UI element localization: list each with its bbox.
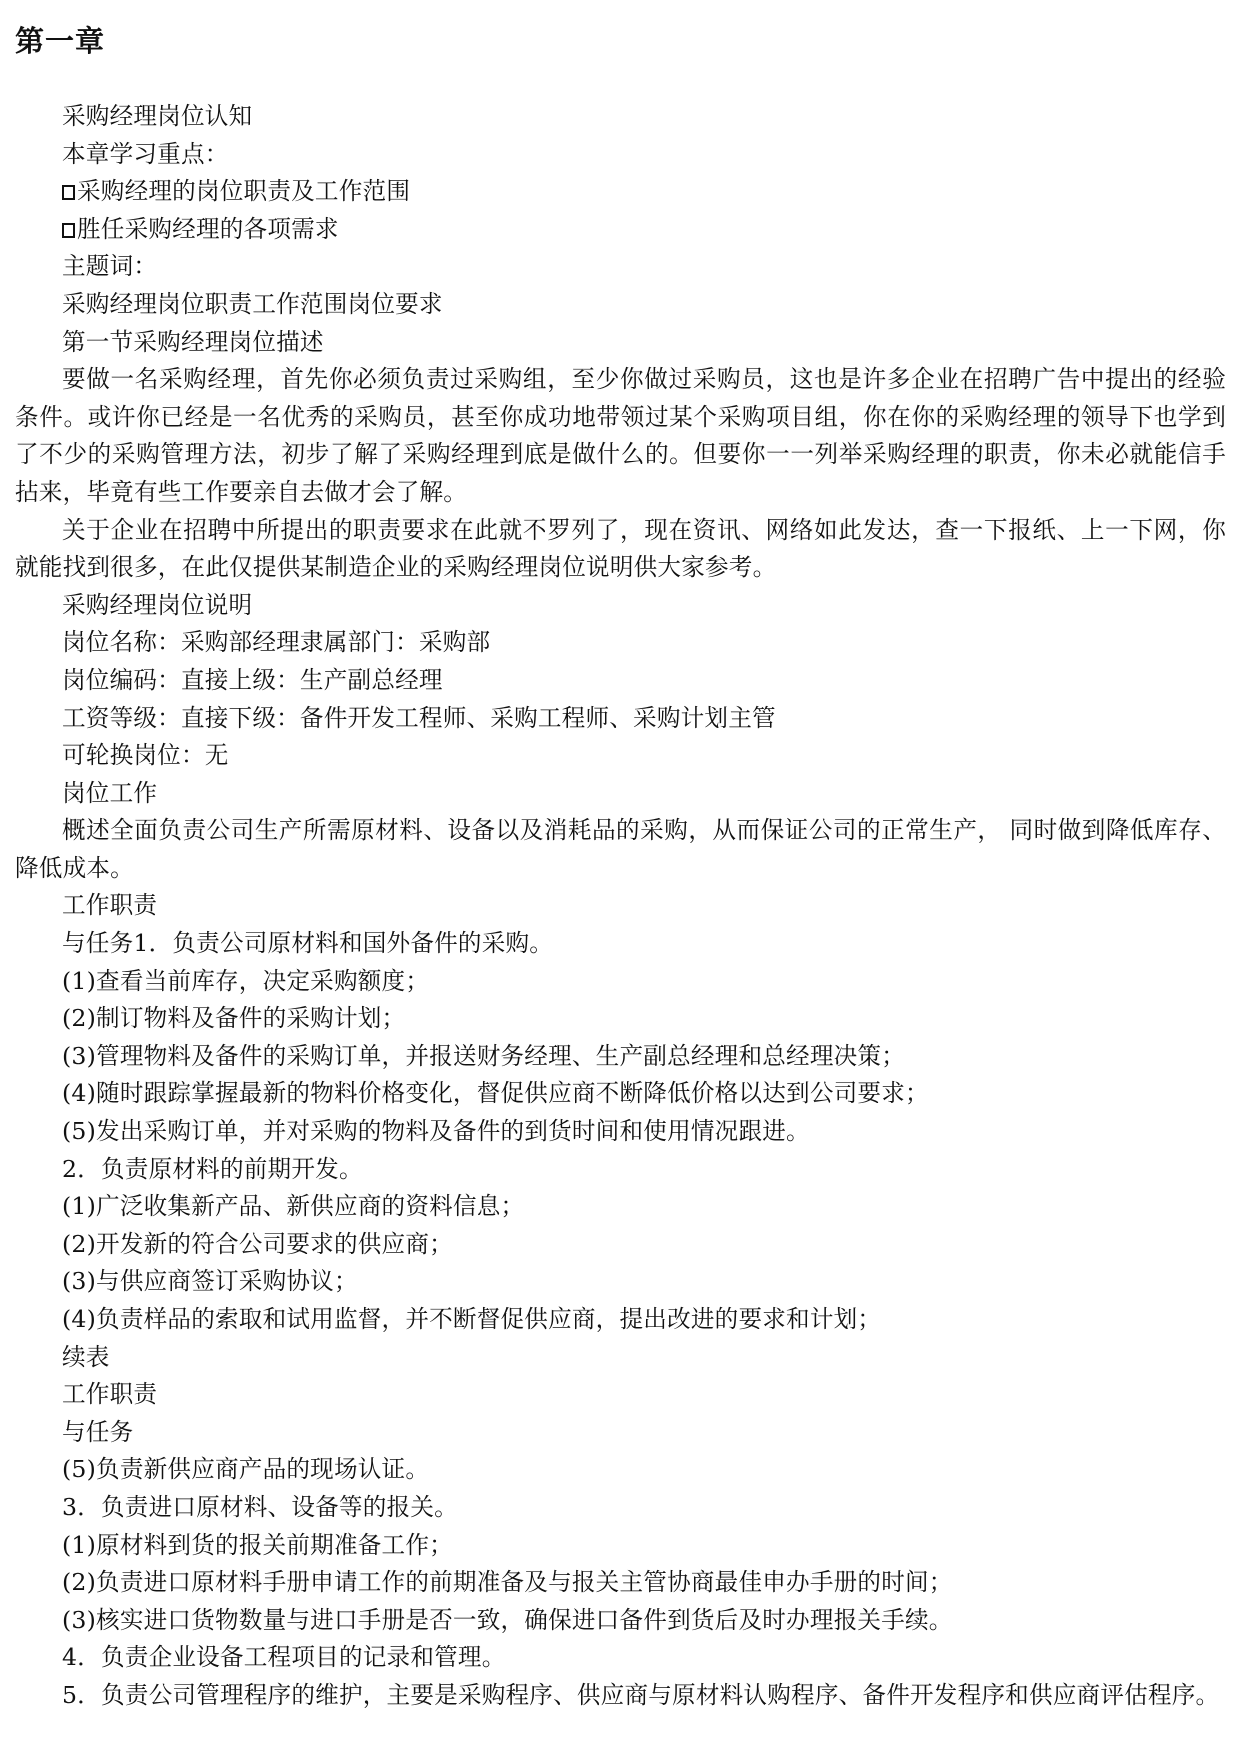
bullet-item	[15, 173, 1226, 211]
document-body	[15, 98, 1226, 1715]
checkbox-bullet-icon	[62, 185, 75, 200]
paragraph: (1)广泛收集新产品、新供应商的资料信息；	[62, 1192, 525, 1221]
paragraph: 岗位编码：直接上级：生产副总经理	[62, 665, 443, 694]
paragraph: 5．负责公司管理程序的维护，主要是采购程序、供应商与原材料认购程序、备件开发程序和供应商评估程序。	[62, 1680, 1220, 1709]
paragraph: 与任务	[62, 1417, 134, 1446]
paragraph: 采购经理岗位认知	[62, 102, 253, 130]
paragraph: (1)原材料到货的报关前期准备工作；	[62, 1530, 453, 1559]
paragraph: 工资等级：直接下级：备件开发工程师、采购工程师、采购计划主管	[62, 703, 776, 732]
paragraph: 工作职责	[62, 1380, 158, 1409]
paragraph: 采购经理岗位说明	[62, 590, 253, 619]
paragraph: 采购经理岗位职责工作范围岗位要求	[62, 289, 443, 318]
paragraph: (4)负责样品的索取和试用监督，并不断督促供应商，提出改进的要求和计划；	[62, 1305, 882, 1333]
paragraph: (3)与供应商签订采购协议；	[62, 1267, 358, 1296]
paragraph: (3)管理物料及备件的采购订单，并报送财务经理、生产副总经理和总经理决策；	[62, 1041, 906, 1070]
paragraph: 4．负责企业设备工程项目的记录和管理。	[62, 1643, 506, 1672]
chapter-title: 第一章	[15, 24, 106, 58]
paragraph: 要做一名采购经理，首先你必须负责过采购组，至少你做过采购员，这也是许多企业在招聘广告中提出的经验条件。或许你已经是一名优秀的采购员，甚至你成功地带领过某个采购项目组，你在你的采购经理的领导下也学到了不少的采购管理方法，初步了解了采购经理到底是做什么的。但要你一一列举采购经理的职责，你未必就能信手拈来，毕竟有些工作要亲自去做才会了解。	[15, 365, 1226, 506]
paragraph: 本章学习重点：	[62, 139, 229, 168]
paragraph: 岗位名称：采购部经理隶属部门：采购部	[62, 628, 491, 657]
paragraph: (2)制订物料及备件的采购计划；	[62, 1004, 406, 1033]
paragraph: (4)随时跟踪掌握最新的物料价格变化，督促供应商不断降低价格以达到公司要求；	[62, 1079, 929, 1108]
paragraph: 岗位工作	[62, 778, 158, 807]
paragraph: 3．负责进口原材料、设备等的报关。	[62, 1492, 458, 1521]
paragraph: (5)发出采购订单，并对采购的物料及备件的到货时间和使用情况跟进。	[62, 1117, 810, 1146]
paragraph: 第一节采购经理岗位描述	[62, 327, 324, 356]
paragraph: (5)负责新供应商产品的现场认证。	[62, 1455, 430, 1484]
paragraph: 续表	[62, 1342, 110, 1371]
paragraph: 与任务1．负责公司原材料和国外备件的采购。	[62, 929, 554, 958]
bullet-item	[15, 211, 1226, 249]
paragraph: 主题词：	[62, 252, 158, 281]
paragraph: (3)核实进口货物数量与进口手册是否一致，确保进口备件到货后及时办理报关手续。	[62, 1605, 953, 1634]
bullet-text: 胜任采购经理的各项需求	[77, 214, 339, 243]
paragraph: (2)开发新的符合公司要求的供应商；	[62, 1229, 453, 1258]
paragraph: 工作职责	[62, 891, 158, 920]
bullet-text: 采购经理的岗位职责及工作范围	[77, 177, 411, 206]
paragraph: 关于企业在招聘中所提出的职责要求在此就不罗列了，现在资讯、网络如此发达，查一下报纸、上一下网，你就能找到很多，在此仅提供某制造企业的采购经理岗位说明供大家参考。	[15, 515, 1226, 582]
paragraph: (2)负责进口原材料手册申请工作的前期准备及与报关主管协商最佳申办手册的时间；	[62, 1568, 953, 1597]
checkbox-bullet-icon	[62, 223, 75, 238]
paragraph: 概述全面负责公司生产所需原材料、设备以及消耗品的采购，从而保证公司的正常生产， 同时做到降低库存、降低成本。	[15, 816, 1226, 882]
paragraph: 可轮换岗位：无	[62, 741, 229, 770]
paragraph: (1)查看当前库存，决定采购额度；	[62, 966, 430, 995]
paragraph: 2．负责原材料的前期开发。	[62, 1154, 363, 1183]
